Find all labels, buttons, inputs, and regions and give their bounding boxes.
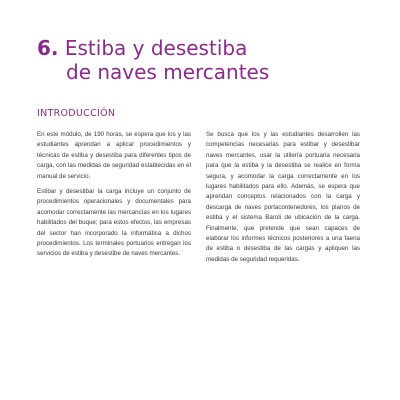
chapter-title-line-1: Estiba y desestiba bbox=[64, 36, 248, 60]
chapter-title-line-2: de naves mercantes bbox=[66, 60, 270, 84]
text-column-left bbox=[37, 130, 191, 265]
paragraph: Estibar y desestibar la carga incluye un conjunto de procedimientos operacionales y documentales para acomodar correctamente las mercancías en los lugares habilitados del buque; para estos efectos, las empresas del sector han incorporado la informática a dichos procedimientos. Los terminales portuarios entregan los servicios de estiba y desestibe de naves mercantes. bbox=[37, 188, 191, 258]
paragraph: Se busca que los y las estudiantes desarrollen las competencias necesarias para estibar y desestibar naves mercantes, usar la utilería portuaria necesaria para que la estiba y la desestiba se realice en forma segura, y acomodar la carga correctamente en los lugares habilitados para ello. Además, se espera que aprendan conceptos relacionados con la carga y descarga de naves portacontenedores, los planos de estiba y el sistema Baroli de ubicación de la carga. Finalmente, que pretende que sean capaces de elaborar los informes técnicos posteriores a una faena de estiba o desestiba de las cargas y apliquen las medidas de seguridad requeridas. bbox=[206, 131, 360, 263]
chapter-number: 6. bbox=[37, 36, 59, 60]
chapter-title bbox=[37, 36, 269, 84]
section-heading: INTRODUCCIÓN bbox=[37, 108, 116, 119]
paragraph: En este módulo, de 190 horas, se espera que los y las estudiantes aprendan a aplicar procedimientos y técnicas de estiba y desestiba para diferentes tipos de carga, con las medidas de seguridad establecidas en el manual de servicio. bbox=[37, 131, 191, 180]
text-column-right bbox=[206, 130, 360, 270]
